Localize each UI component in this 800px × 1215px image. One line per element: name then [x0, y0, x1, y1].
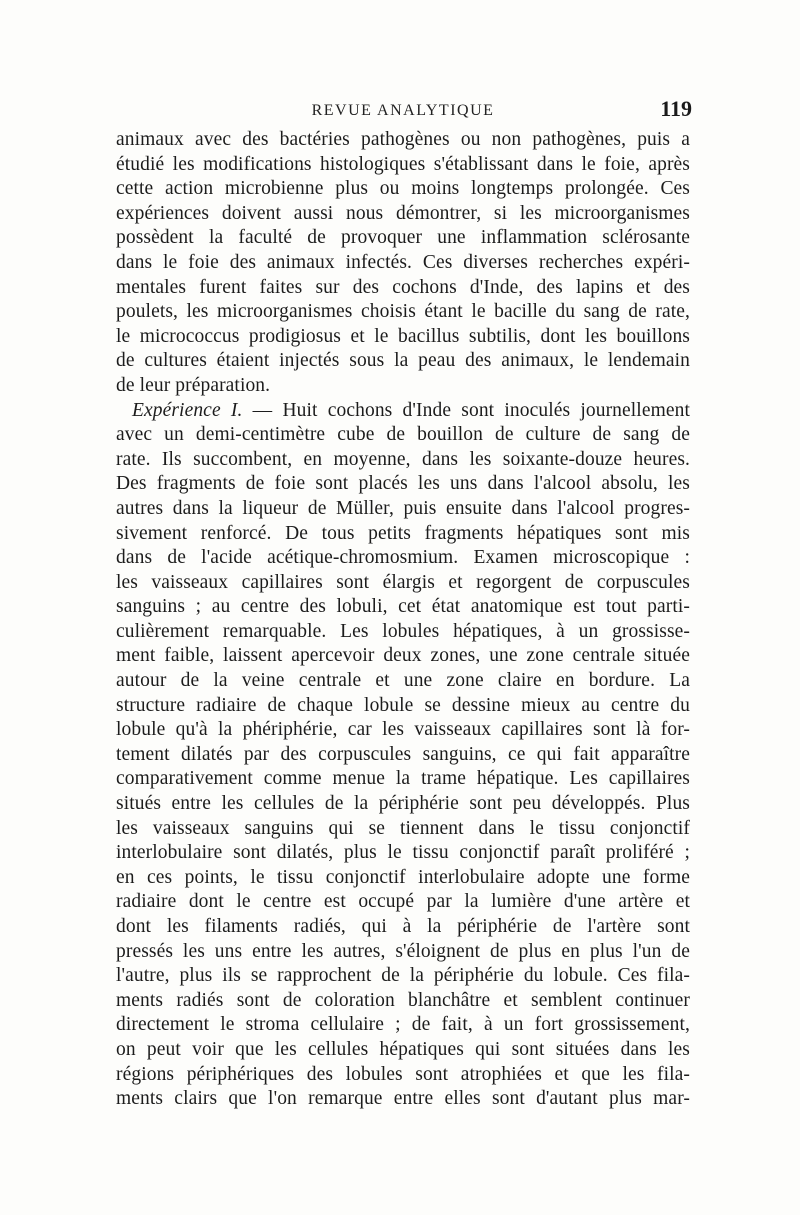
text-line: étudié les modifications histologiques s'établissant dans le foie, après [116, 153, 690, 175]
text-line: comparativement comme menue la trame hépatique. Les capillaires [116, 768, 690, 790]
text-line: situés entre les cellules de la périphérie sont peu développés. Plus [116, 793, 690, 815]
text-line: poulets, les microorganismes choisis étant le bacille du sang de rate, [116, 301, 690, 323]
text-line: dans le foie des animaux infectés. Ces diverses recherches expéri- [116, 251, 690, 273]
text-line: animaux avec des bactéries pathogènes ou non pathogènes, puis a [116, 129, 690, 150]
text-line: possèdent la faculté de provoquer une inflammation sclérosante [116, 227, 690, 249]
text-line: sivement renforcé. De tous petits fragments hépatiques sont mis [116, 522, 690, 544]
body-text [116, 128, 690, 1112]
text-line: cette action microbienne plus ou moins longtemps prolongée. Ces [116, 178, 690, 200]
text-line: structure radiaire de chaque lobule se dessine mieux au centre du [116, 694, 690, 716]
text-line: interlobulaire sont dilatés, plus le tissu conjonctif paraît proliféré ; [116, 842, 690, 864]
text-line: on peut voir que les cellules hépatiques qui sont situées dans les [116, 1038, 690, 1060]
text-line: de leur préparation. [116, 374, 271, 396]
text-line: lobule qu'à la phériphérie, car les vaisseaux capillaires sont là for- [116, 719, 690, 741]
text-line: régions périphériques des lobules sont atrophiées et que les fila- [116, 1063, 690, 1085]
text-line: le micrococcus prodigiosus et le bacillus subtilis, dont les bouillons [116, 325, 690, 347]
text-line: culièrement remarquable. Les lobules hépatiques, à un grossisse- [116, 620, 690, 642]
text-line: sanguins ; au centre des lobuli, cet état anatomique est tout parti- [116, 596, 690, 618]
text-line: ments clairs que l'on remarque entre elles sont d'autant plus mar- [116, 1088, 690, 1110]
text-line: pressés les uns entre les autres, s'éloignent de plus en plus l'un de [116, 940, 690, 962]
text-line: en ces points, le tissu conjonctif interlobulaire adopte une forme [116, 866, 690, 888]
page-header [116, 96, 690, 126]
text-line: dont les filaments radiés, qui à la périphérie de l'artère sont [116, 916, 690, 937]
text-line: dans de l'acide acétique-chromosmium. Examen microscopique : [116, 547, 690, 569]
experiment-label: Expérience I. [132, 399, 243, 421]
text-line: ment faible, laissent apercevoir deux zones, une zone centrale située [116, 645, 690, 667]
text-line: expériences doivent aussi nous démontrer, si les microorganismes [116, 202, 690, 224]
running-head: REVUE ANALYTIQUE [311, 102, 495, 119]
text-line: mentales furent faites sur des cochons d'Inde, des lapins et des [116, 276, 690, 298]
experiment-heading-line [116, 399, 690, 424]
text-line: autres dans la liqueur de Müller, puis ensuite dans l'alcool progres- [116, 497, 690, 519]
text-line: ments radiés sont de coloration blanchâtre et semblent continuer [116, 989, 690, 1011]
experiment-text: — Huit cochons d'Inde sont inoculés journellement [242, 399, 690, 421]
text-line: avec un demi-centimètre cube de bouillon de culture de sang de [116, 424, 690, 446]
text-line: les vaisseaux capillaires sont élargis et regorgent de corpuscules [116, 571, 690, 593]
text-line: de cultures étaient injectés sous la peau des animaux, le lendemain [116, 350, 690, 372]
page-number: 119 [660, 96, 692, 121]
text-line: l'autre, plus ils se rapprochent de la périphérie du lobule. Ces fila- [116, 965, 690, 987]
text-line: radiaire dont le centre est occupé par la lumière d'une artère et [116, 891, 690, 913]
text-line: directement le stroma cellulaire ; de fait, à un fort grossissement, [116, 1014, 690, 1036]
text-line: rate. Ils succombent, en moyenne, dans les soixante-douze heures. [116, 448, 690, 470]
text-line: Des fragments de foie sont placés les uns dans l'alcool absolu, les [116, 473, 690, 495]
text-line: autour de la veine centrale et une zone claire en bordure. La [116, 670, 690, 692]
text-line: tement dilatés par des corpuscules sanguins, ce qui fait apparaître [116, 743, 690, 765]
text-line: les vaisseaux sanguins qui se tiennent dans le tissu conjonctif [116, 817, 690, 839]
